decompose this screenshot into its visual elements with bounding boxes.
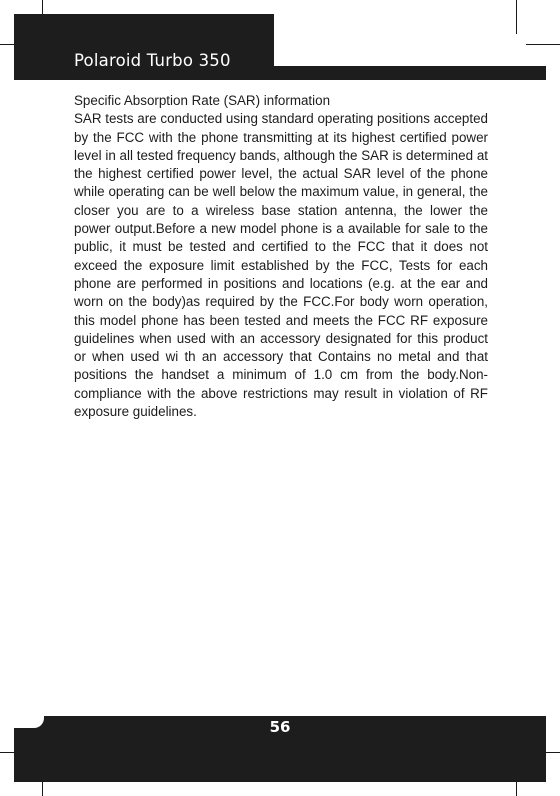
footer-notch (14, 716, 44, 728)
section-body: SAR tests are conducted using standard operating positions accepted by the FCC with the phone transmitting at its highest certified power level in all tested frequency bands, although the SAR is determined at the highest certified power level, the actual SAR level of the phone while operating can be well below the maximum value, in general, the closer you are to a wireless base station antenna, the lower the power output.Before a new model phone is a available for sale to the public, it must be tested and certified to the FCC that it does not exceed the exposure limit established by the FCC, Tests for each phone are performed in positions and locations (e.g. at the ear and worn on the body)as required by the FCC.For body worn operation, this model phone has been tested and meets the FCC RF exposure guidelines when used with an accessory designated for this product or when used wi th an accessory that Contains no metal and that positions the handset a minimum of 1.0 cm from the body.Non-compliance with the above restrictions may result in violation of RF exposure guidelines. (74, 111, 488, 420)
page-title: Polaroid Turbo 350 (74, 51, 231, 70)
crop-mark-top-right-vertical (516, 0, 517, 34)
section-title: Specific Absorption Rate (SAR) information (74, 93, 331, 108)
content-section (74, 92, 488, 421)
crop-mark-top-right-horizontal (526, 44, 560, 45)
page-number: 56 (269, 718, 291, 736)
header-tab (516, 66, 546, 80)
